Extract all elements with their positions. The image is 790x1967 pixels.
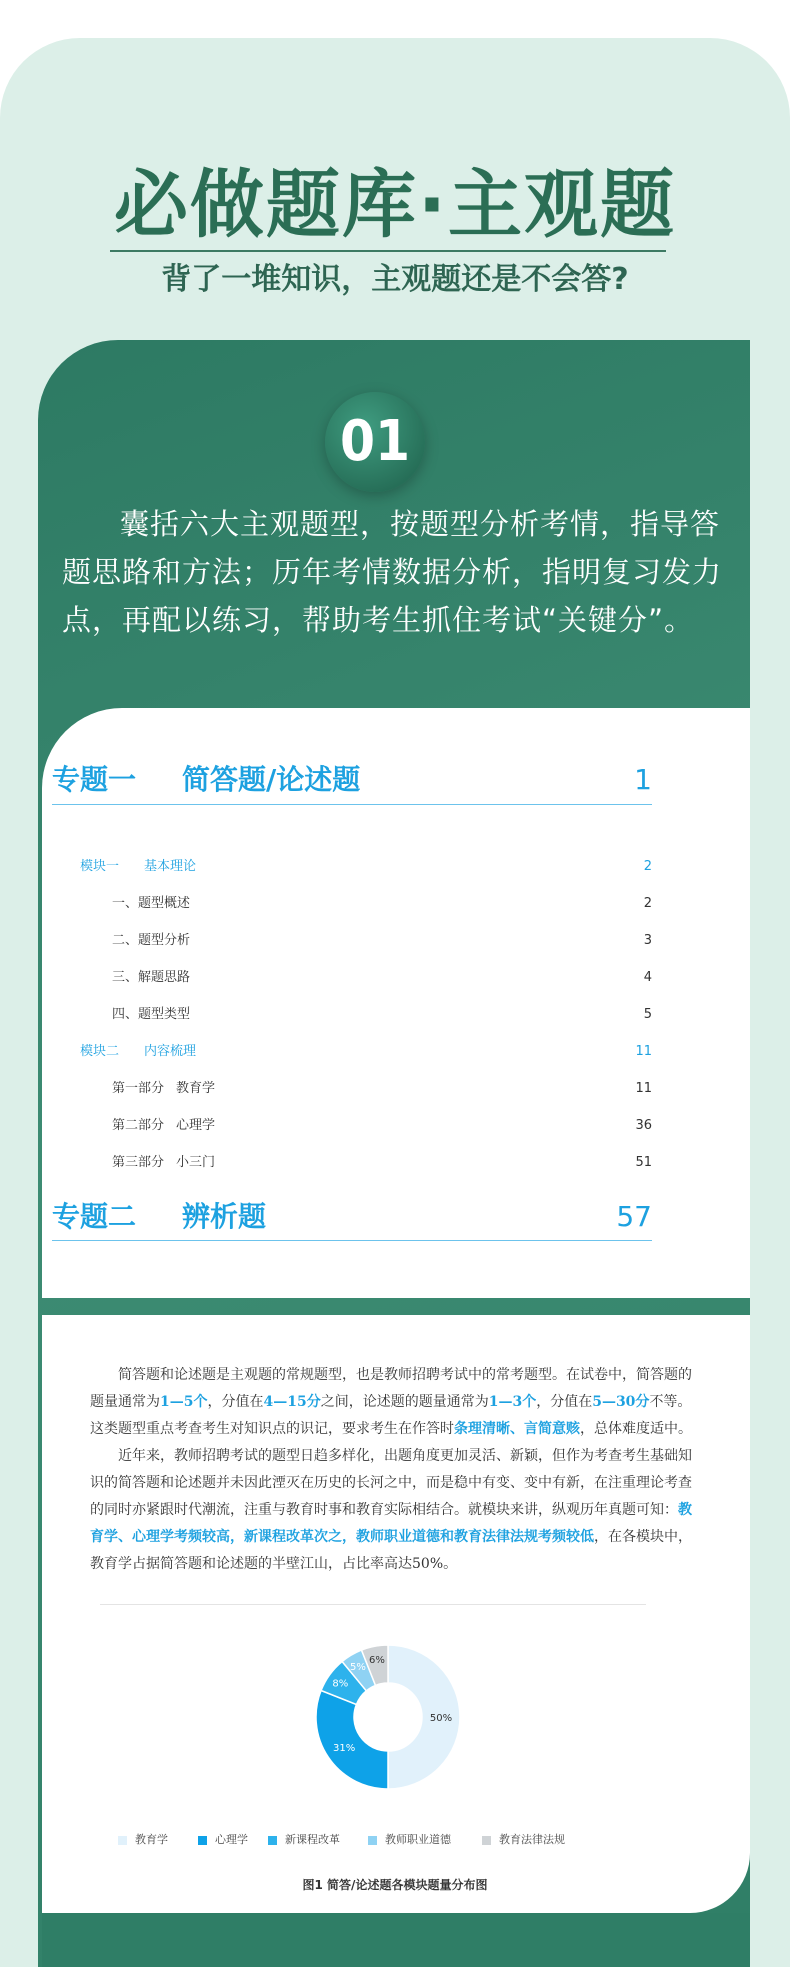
toc-entry[interactable] [112, 1115, 652, 1137]
legend-label: 心理学 [215, 1833, 248, 1846]
section-intro: 囊括六大主观题型，按题型分析考情，指导答题思路和方法；历年考情数据分析，指明复习发力点，再配以练习，帮助考生抓住考试“关键分”。 [62, 507, 723, 637]
article-paragraph-1: 简答题和论述题是主观题的常规题型，也是教师招聘考试中的常考题型。在试卷中，简答题的题量通常为1—5个，分值在4—15分之间，论述题的题量通常为1—3个，分值在5—30分不等。这类题型重点考查考生对知识点的识记，要求考生在作答时条理清晰、言简意赅，总体难度适中。 [90, 1367, 692, 1437]
legend-swatch [198, 1836, 207, 1845]
section-number-badge: 01 [325, 392, 425, 492]
toc-entry-page: 5 [643, 1007, 652, 1022]
toc-topic-page: 57 [616, 1200, 652, 1233]
pie-label-2: 8% [332, 1678, 349, 1690]
toc-entry-name: 一、题型概述 [112, 896, 191, 911]
legend-swatch [118, 1836, 127, 1845]
toc-entry-label: 第一部分 [112, 1081, 165, 1096]
highlight: 1—3个 [488, 1394, 537, 1410]
legend-item [368, 1830, 451, 1850]
toc-entry-name: 小三门 [176, 1155, 216, 1170]
toc-entry[interactable] [112, 1078, 652, 1100]
toc-topic-page: 1 [634, 763, 652, 796]
highlight: 教育学、心理学考频较高，新课程改革次之，教师职业道德和教育法律法规考频较低 [90, 1502, 692, 1545]
toc-entry[interactable] [112, 1152, 652, 1174]
highlight: 4—15分 [263, 1394, 321, 1410]
pie-label-4: 6% [369, 1655, 385, 1667]
pie-label-0: 50% [429, 1713, 453, 1724]
toc-entry-name: 教育学 [176, 1081, 216, 1096]
toc-entry-page: 36 [635, 1118, 652, 1133]
toc-entry[interactable] [112, 930, 652, 952]
toc-topic-label: 专题二 [52, 1200, 137, 1233]
toc-entry-name: 三、解题思路 [112, 970, 191, 985]
chart-legend [118, 1830, 638, 1850]
page-subtitle: 背了一堆知识，主观题还是不会答? [161, 262, 629, 297]
toc-divider [52, 1240, 652, 1241]
toc-topic-1[interactable] [52, 760, 652, 800]
highlight: 1—5个 [160, 1394, 208, 1410]
legend-label: 教育学 [135, 1833, 168, 1846]
toc-entry-label: 第三部分 [112, 1155, 165, 1170]
legend-label: 教师职业道德 [385, 1833, 451, 1846]
title-underline [110, 250, 666, 252]
toc-module-label: 模块二 [80, 1044, 120, 1059]
toc-entry-page: 11 [635, 1081, 652, 1096]
page-title: 必做题库·主观题 [113, 162, 677, 248]
toc-entry[interactable] [112, 967, 652, 989]
toc-entry-label: 第二部分 [112, 1118, 165, 1133]
legend-swatch [268, 1836, 277, 1845]
legend-label: 新课程改革 [285, 1833, 340, 1846]
chart-caption: 图1 简答/论述题各模块题量分布图 [302, 1878, 488, 1892]
article-paragraph-2: 近年来，教师招聘考试的题型日趋多样化，出题角度更加灵活、新颖，但作为考查考生基础知识的简答题和论述题并未因此湮灭在历史的长河之中，而是稳中有变、变中有新，在注重理论考查的同时亦紧跟时代潮流，注重与教育时事和教育实际相结合。就模块来讲，纵观历年真题可知：教育学、心理学考频较高，新课程改革次之，教师职业道德和教育法律法规考频较低，在各模块中，教育学占据简答题和论述题的半壁江山，占比率高达50%。 [90, 1448, 692, 1572]
pie-label-3: 5% [350, 1662, 366, 1674]
toc-module-page: 11 [635, 1044, 652, 1059]
pie-slice-1 [316, 1690, 388, 1789]
pie-label-1: 31% [333, 1742, 356, 1754]
toc-divider [52, 804, 652, 805]
toc-module-2[interactable] [80, 1041, 652, 1063]
legend-label: 教育法律法规 [499, 1833, 565, 1846]
toc-module-label: 模块一 [80, 859, 120, 874]
toc-entry-name: 二、题型分析 [112, 933, 191, 948]
toc-module-1[interactable] [80, 856, 652, 878]
toc-topic-2[interactable] [52, 1197, 652, 1237]
legend-swatch [482, 1836, 491, 1845]
toc-entry[interactable] [112, 893, 652, 915]
toc-entry-page: 3 [643, 933, 652, 948]
toc-entry[interactable] [112, 1004, 652, 1026]
toc-module-name: 内容梳理 [144, 1044, 197, 1059]
toc-module-page: 2 [643, 859, 652, 874]
highlight: 条理清晰、言简意赅 [454, 1421, 580, 1437]
legend-item [198, 1830, 248, 1850]
toc-entry-name: 心理学 [176, 1118, 216, 1133]
legend-swatch [368, 1836, 377, 1845]
article-body [90, 1362, 694, 1578]
toc-module-name: 基本理论 [144, 859, 197, 874]
bottom-strip [42, 1913, 750, 1967]
legend-item [268, 1830, 340, 1850]
toc-topic-name: 辨析题 [182, 1200, 267, 1233]
chart-frame [100, 1604, 646, 1865]
legend-item [118, 1830, 168, 1850]
toc-entry-page: 51 [635, 1155, 652, 1170]
donut-chart [100, 1605, 646, 1825]
highlight: 5—30分 [592, 1394, 650, 1410]
toc-entry-name: 四、题型类型 [112, 1007, 191, 1022]
toc-entry-page: 2 [643, 896, 652, 911]
toc-entry-page: 4 [643, 970, 652, 985]
legend-item [482, 1830, 565, 1850]
toc-topic-name: 简答题/论述题 [182, 763, 361, 796]
toc-topic-label: 专题一 [52, 763, 137, 796]
